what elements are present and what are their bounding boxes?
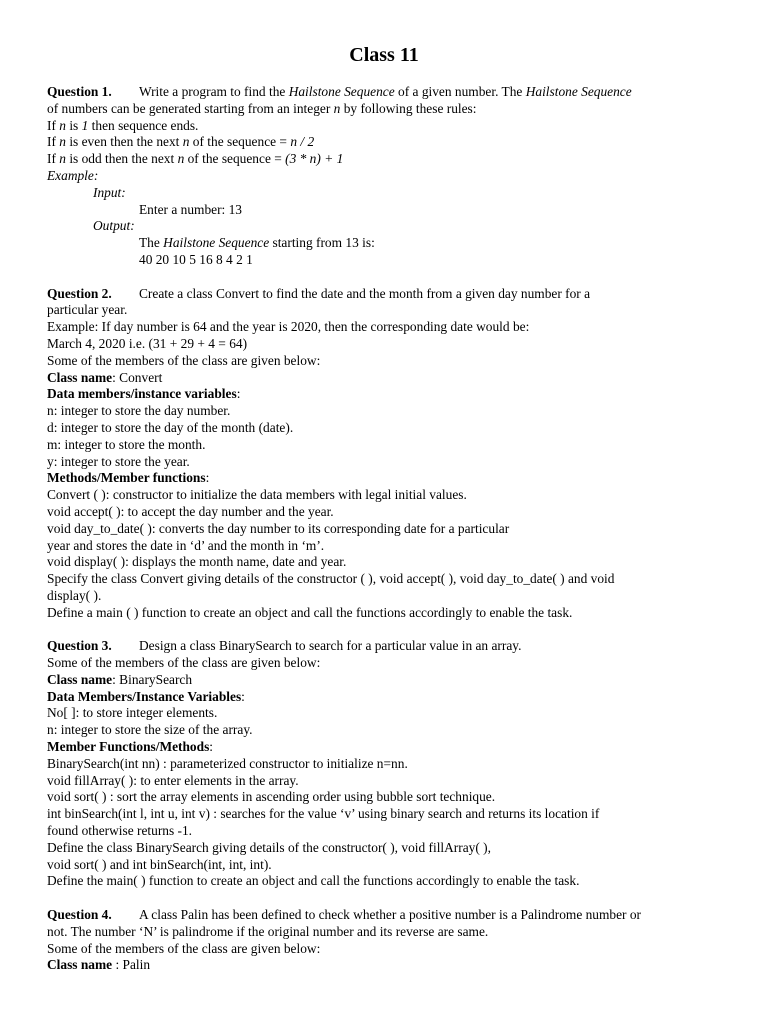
line-text: A class Palin has been defined to check whether a positive number is a Palindrome number or [139,907,642,923]
line-text: found otherwise returns -1. [47,823,193,839]
line-text: display( ). [47,587,102,603]
q2-line [47,336,727,353]
q1-text: of a given number. The [394,84,526,99]
line-text: No[ ]: to store integer elements. [47,705,218,721]
q1-text: Input: [93,184,126,200]
line-text: Some of the members of the class are given below: [47,655,321,671]
q3-line [47,689,727,706]
q2-line [47,605,727,622]
line-text: particular year. [47,302,128,318]
line-text: : Convert [112,369,163,385]
q2-line [47,554,727,571]
q3-line [47,722,727,739]
q1-example-label [47,168,727,185]
line-text: void accept( ): to accept the day number and the year. [47,503,334,519]
q1-output-label [47,218,727,235]
section-heading: Methods/Member functions [47,470,206,486]
q4-line [47,957,727,974]
q1-formula: n / 2 [290,134,315,150]
question-label: Question 2. [47,285,112,301]
line-text: y: integer to store the year. [47,453,190,469]
question-4 [47,907,727,974]
q2-line [47,571,727,588]
q1-rule-3 [47,151,727,168]
line-text: Specify the class Convert giving details of the constructor ( ), void accept( ), void day_to_date( ) and void [47,571,615,587]
q3-line [47,857,727,874]
q3-line [47,705,727,722]
q1-text: starting from 13 is: [269,235,375,251]
question-2 [47,286,727,622]
q1-text: Output: [93,218,135,234]
q2-line [47,286,727,303]
line-text: not. The number ‘N’ is palindrome if the original number and its reverse are same. [47,923,489,939]
section-heading: Class name [47,957,113,973]
q1-input-label [47,185,727,202]
q1-var: n [59,151,66,167]
line-text: Example: If day number is 64 and the year is 2020, then the corresponding date would be: [47,319,530,335]
q2-line [47,370,727,387]
q1-output-text [47,235,727,252]
q1-output-sequence [47,252,727,269]
line-text: Create a class Convert to find the date and the month from a given day number for a [139,285,591,301]
line-text: int binSearch(int l, int u, int v) : searches for the value ‘v’ using binary search and returns its location if [47,806,600,822]
line-text: void day_to_date( ): converts the day number to its corresponding date for a particular [47,520,510,536]
question-label: Question 4. [47,907,112,923]
q1-text: Write a program to find the [139,84,289,99]
section-heading: Member Functions/Methods [47,739,210,755]
q3-line [47,840,727,857]
q2-line [47,403,727,420]
line-text: : [205,470,210,486]
q2-line [47,470,727,487]
q2-line [47,353,727,370]
q2-line [47,386,727,403]
q1-text: If [47,151,60,167]
q1-text: by following these rules: [340,100,477,116]
section-heading: Class name [47,671,113,687]
q3-line [47,773,727,790]
line-text: year and stores the date in ‘d’ and the month in ‘m’. [47,537,325,553]
q1-text: of the sequence = [184,151,286,167]
line-text: Convert ( ): constructor to initialize the data members with legal initial values. [47,487,467,503]
line-text: Define the class BinarySearch giving details of the constructor( ), void fillArray( ), [47,839,491,855]
q3-line [47,739,727,756]
q1-text: is even then the next [65,134,183,150]
line-text: : [241,688,245,704]
q4-line [47,941,727,958]
q3-line [47,823,727,840]
line-text: m: integer to store the month. [47,436,206,452]
q4-line [47,924,727,941]
q3-line [47,672,727,689]
q1-text: then sequence ends. [88,117,199,133]
q4-line [47,907,727,924]
q1-formula: (3 * n) + 1 [285,151,344,167]
q1-text: Enter a number: 13 [139,201,242,217]
q1-text: The [139,235,164,251]
q1-var: n [182,134,190,150]
q2-line [47,521,727,538]
q2-line [47,319,727,336]
document-body [47,84,727,974]
line-text: Define a main ( ) function to create an object and call the functions accordingly to enable the task. [47,604,573,620]
q1-var: n [333,100,341,116]
line-text: void sort( ) : sort the array elements in ascending order using bubble sort technique. [47,789,496,805]
q3-line [47,638,727,655]
q1-term: Hailstone Sequence [163,235,270,251]
line-text: void display( ): displays the month name, date and year. [47,554,347,570]
line-text: Design a class BinarySearch to search for a particular value in an array. [139,638,522,654]
q1-text: of the sequence = [189,134,291,150]
q2-line [47,504,727,521]
line-text: : [236,386,241,402]
line-text: Some of the members of the class are given below: [47,352,321,368]
line-text: : [209,739,214,755]
q1-text: If [47,117,60,133]
q2-line [47,538,727,555]
q1-text: is odd then the next [65,151,178,167]
question-3 [47,638,727,890]
line-text: d: integer to store the day of the month (date). [47,419,294,435]
question-1 [47,84,727,269]
q2-line [47,487,727,504]
q2-line [47,302,727,319]
line-text: BinarySearch(int nn) : parameterized constructor to initialize n=nn. [47,755,408,771]
section-heading: Class name [47,369,113,385]
q1-var: n [177,151,185,167]
line-text: March 4, 2020 i.e. (31 + 29 + 4 = 64) [47,335,248,351]
q3-line [47,789,727,806]
q1-text: If [47,134,60,150]
q1-rule-1 [47,118,727,135]
line-text: n: integer to store the size of the array. [47,722,253,738]
question-label: Question 1. [47,84,112,99]
q1-term: Hailstone Sequence [288,84,395,99]
q1-input-value [47,202,727,219]
q2-line [47,454,727,471]
q1-rule-2 [47,134,727,151]
line-text: : Palin [112,957,151,973]
question-label: Question 3. [47,638,112,654]
q1-line-2 [47,101,727,118]
q1-var: n [59,134,66,150]
line-text: Some of the members of the class are given below: [47,940,321,956]
line-text: Define the main( ) function to create an object and call the functions accordingly to enable the task. [47,873,580,889]
line-text: n: integer to store the day number. [47,403,231,419]
line-text: : BinarySearch [112,671,193,687]
line-text: void fillArray( ): to enter elements in the array. [47,772,299,788]
q2-line [47,420,727,437]
q1-term: Hailstone Sequence [525,84,632,99]
line-text: void sort( ) and int binSearch(int, int, int). [47,856,272,872]
q2-line [47,588,727,605]
section-heading: Data members/instance variables [47,386,237,402]
q3-line [47,806,727,823]
q1-text: 40 20 10 5 16 8 4 2 1 [139,251,253,267]
q3-line [47,756,727,773]
q1-var: n [59,117,66,133]
section-heading: Data Members/Instance Variables [47,688,242,704]
page-title: Class 11 [349,44,419,66]
q1-var: 1 [81,117,89,133]
q1-line-1 [47,84,727,101]
q1-text: Example: [47,167,99,183]
q2-line [47,437,727,454]
q1-text: of numbers can be generated starting from an integer [47,100,334,116]
q3-line [47,655,727,672]
q1-text: is [65,117,82,133]
q3-line [47,873,727,890]
